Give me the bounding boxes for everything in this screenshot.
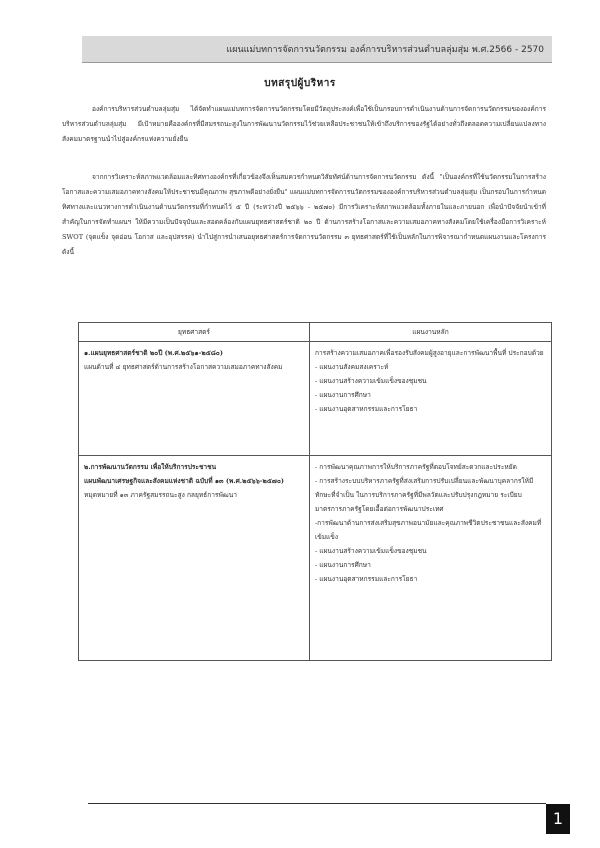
paragraph-2-text: จากการวิเคราะห์สภาพแวดล้อมและทิศทางองค์กรที่เกี่ยวข้องจึงเห็นสมควรกำหนดวิสัยทัศน์ด้านการจัดการนวัตกรรม ดังนี้ "เป็นองค์กรที่ใช้นวัตกรรมในการสร้างโอกาสและความเสมอภาคทางสังคมให้ประชาชนมีคุณภาพ สุขภาพดีอย่างยั่งยืน" แผนแม่บทการจัดการนวัตกรรมขององค์การบริหารส่วนตำบลลุ่มสุ่ม เป็นกรอบในการกำหนดทิศทางและแนวทางการดำเนินงานด้านนวัตกรรมที่กำหนดไว้ ๕ ปี (ระหว่างปี ๒๕๖๖ - ๒๕๗๐) มีการวิเคราะห์สภาพแวดล้อมทั้งภายในและภายนอก เพื่อนำปัจจัยนำเข้าที่สำคัญในการจัดทำแผนฯ ให้มีความเป็นปัจจุบันและสอดคล้องกับแผนยุทธศาสตร์ชาติ ๒๐ ปี ด้านการสร้างโอกาสและความเสมอภาคทางสังคมโดยใช้เครื่องมือการวิเคราะห์ SWOT (จุดแข็ง จุดอ่อน โอกาส และอุปสรรค) นำไปสู่การนำเสนอยุทธศาสตร์การจัดการนวัตกรรม ๓ ยุทธศาสตร์ที่ใช้เป็นหลักในการพิจารณากำหนดแผนงานและโครงการ ดังนี้	[62, 173, 546, 256]
strategy-cell	[79, 456, 310, 661]
page-number: 1	[546, 804, 570, 834]
strategy-detail: หมุดหมายที่ ๑๓ ภาครัฐสมรรถนะสูง กลยุทธ์การพัฒนา	[84, 491, 237, 499]
plan-item: - แผนงานสร้างความเข้มแข็งของชุมชน	[314, 377, 427, 385]
plan-item: - การพัฒนาคุณภาพการให้บริการภาครัฐที่ตอบโจทย์สะดวกและประหยัด	[314, 463, 517, 471]
document-header-bar	[82, 36, 552, 63]
table-header-row	[79, 323, 552, 342]
strategy-cell	[79, 342, 310, 456]
paragraph-1-text: องค์การบริหารส่วนตำบลลุ่มสุ่ม ได้จัดทำแผนแม่บทการจัดการนวัตกรรมโดยมีวัตถุประสงค์เพื่อใช้เป็นกรอบการดำเนินงานด้านการจัดการนวัตกรรมขององค์การบริหารส่วนตำบลลุ่มสุ่ม มีเป้าหมายคือองค์กรที่มีสมรรถนะสูงในการพัฒนานวัตกรรมไว้ช่วยเหลือประชาชนให้เข้าถึงบริการของรัฐได้อย่างทั่วถึงตลอดความเปลี่ยนแปลงทางสังคมมาตรฐานนำไปสู่องค์กรแห่งความยั่งยืน	[62, 105, 546, 143]
strategy-title: ๒.การพัฒนานวัตกรรม เพื่อให้บริการประชาชน	[84, 463, 217, 471]
strategy-table	[78, 322, 552, 661]
plan-item: - แผนงานอุตสาหกรรมและการโยธา	[314, 405, 418, 413]
table-row	[79, 456, 552, 661]
table-row	[79, 342, 552, 456]
summary-paragraph-1	[62, 102, 546, 147]
plan-item: - แผนงานสร้างความเข้มแข็งของชุมชน	[314, 547, 427, 555]
plan-item: - แผนงานการศึกษา	[314, 561, 371, 569]
header-main-plan: แผนงานหลัก	[309, 323, 551, 342]
strategy-detail: แผนด้านที่ ๔ ยุทธศาสตร์ด้านการสร้างโอกาสความเสมอภาคทางสังคม	[84, 363, 283, 371]
strategy-title: ๑.แผนยุทธศาสตร์ชาติ ๒๐ปี (พ.ศ.๒๕๖๑-๒๕๘๐)	[84, 349, 223, 357]
strategy-subtitle: แผนพัฒนาเศรษฐกิจและสังคมแห่งชาติ ฉบับที่ ๑๓ (พ.ศ.๒๕๖๖-๒๕๗๐)	[84, 477, 284, 485]
plan-cell	[309, 456, 551, 661]
plan-item: - แผนงานการศึกษา	[314, 391, 371, 399]
summary-paragraph-2	[62, 170, 546, 260]
footer-divider	[88, 803, 546, 804]
section-title: บทสรุปผู้บริหาร	[264, 78, 336, 89]
plan-item: - แผนงานสังคมสงเคราะห์	[314, 363, 389, 371]
header-strategy: ยุทธศาสตร์	[79, 323, 310, 342]
plan-item: - แผนงานอุตสาหกรรมและการโยธา	[314, 575, 418, 583]
document-header-text: แผนแม่บทการจัดการนวัตกรรม องค์การบริหารส่วนตำบลลุ่มสุ่ม พ.ศ.2566 - 2570	[226, 45, 544, 55]
plan-item: -การพัฒนาด้านการส่งเสริมสุขภาพอนามัยและคุณภาพชีวิตประชาชนและสังคมที่เข้มแข็ง	[314, 519, 542, 541]
plan-item: - การสร้างระบบบริหารภาครัฐที่ส่งเสริมการปรับเปลี่ยนและพัฒนาบุคลากรให้มีทักษะที่จำเป็น ในการบริการภาครัฐที่มีพลวัตและปรับปรุงกฎหมาย ระเบียบ มาตรการภาครัฐโดยเอื้อต่อการพัฒนาประเทศ	[314, 477, 534, 513]
plan-item: การสร้างความเสมอภาคเพื่อรองรับสังคมผู้สูงอายุและการพัฒนาพื้นที่ ประกอบด้วย	[314, 349, 544, 357]
plan-cell	[309, 342, 551, 456]
